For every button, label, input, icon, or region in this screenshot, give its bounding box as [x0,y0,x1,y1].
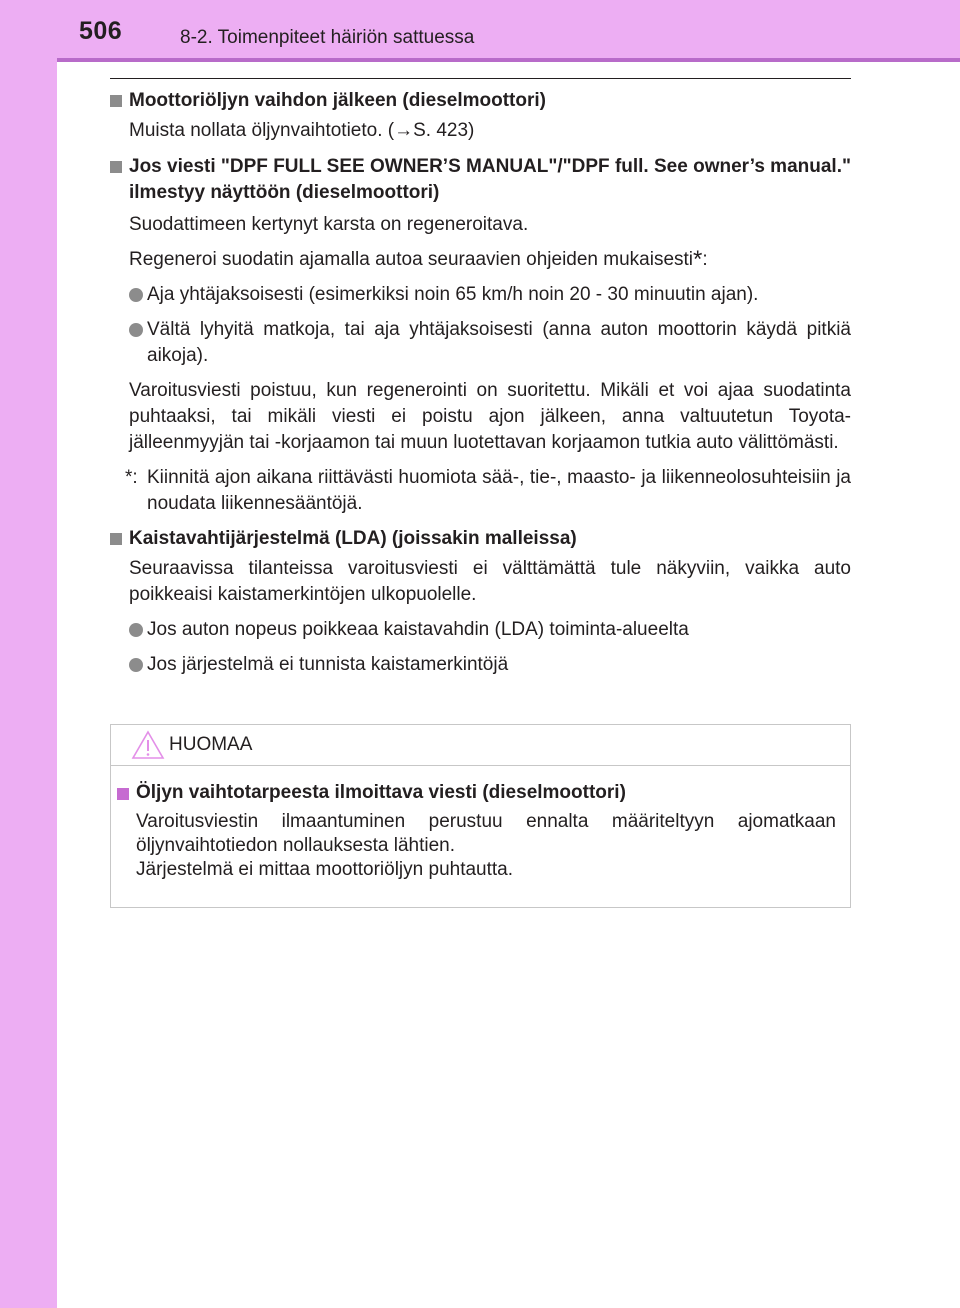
notice-header [111,725,850,766]
lda-heading: Kaistavahtijärjestelmä (LDA) (joissakin malleissa) [110,526,851,552]
lda-para: Seuraavissa tilanteissa varoitusviesti ei välttämättä tule näkyviin, vaikka auto poikkeaisi kaistamerkintöjen ulkopuolelle. [129,558,851,605]
dpf-para-2: Regeneroi suodatin ajamalla autoa seuraavien ohjeiden mukaisesti*: [129,246,708,273]
lda-bullet-2: Jos järjestelmä ei tunnista kaistamerkintöjä [110,652,851,678]
warning-triangle-icon [131,730,165,760]
square-bullet-icon [110,95,122,107]
dpf-bullet-1: Aja yhtäjaksoisesti (esimerkiksi noin 65 km/h noin 20 - 30 minuutin ajan). [110,282,851,308]
round-bullet-icon [129,323,143,337]
header-rule [57,58,960,62]
dpf-heading: Jos viesti "DPF FULL SEE OWNER’S MANUAL"/"DPF full. See owner’s manual." ilmestyy näyttöön (dieselmoottori) [110,154,851,206]
page-header-band [0,0,960,58]
notice-label: HUOMAA [169,734,253,755]
notice-box [110,724,851,908]
oil-change-heading: Moottoriöljyn vaihdon jälkeen (dieselmoottori) [110,88,851,114]
main-content [110,88,851,678]
notice-para-2: Järjestelmä ei mittaa moottoriöljyn puhtautta. [136,859,514,880]
dpf-para-1: Suodattimeen kertynyt karsta on regeneroitava. [129,214,529,235]
round-bullet-icon [129,288,143,302]
page-number: 506 [79,17,123,45]
lda-bullet-1: Jos auton nopeus poikkeaa kaistavahdin (LDA) toiminta-alueelta [110,617,851,643]
dpf-bullet-2: Vältä lyhyitä matkoja, tai aja yhtäjaksoisesti (anna auton moottorin käydä pitkiä aikoja). [110,317,851,369]
footnote-star: * [693,246,703,273]
square-bullet-icon [117,788,129,800]
dpf-para-3: Varoitusviesti poistuu, kun regenerointi on suoritettu. Mikäli et voi ajaa suodatinta puhtaaksi, tai mikäli viesti ei poistu ajon jälkeen, anna valtuutetun Toyota-jälleenmyyjän tai -korjaamon tai muun luotettavan korjaamon tutkia auto välittömästi. [129,380,851,453]
section-title: 8-2. Toimenpiteet häiriön sattuessa [180,27,475,48]
oil-change-text: Muista nollata öljynvaihtotieto. (→S. 423) [129,120,475,141]
notice-para-1: Varoitusviestin ilmaantuminen perustuu ennalta määriteltyyn ajomatkaan öljynvaihtotiedon nollauksesta lähtien. [136,811,836,856]
content-top-rule [110,78,851,79]
notice-heading: Öljyn vaihtotarpeesta ilmoittava viesti (dieselmoottori) [117,781,836,805]
footnote-mark: *: [125,467,138,488]
dpf-footnote: *: Kiinnitä ajon aikana riittävästi huomiota sää-, tie-, maasto- ja liikenneolosuhteisiin ja noudata liikennesääntöjä. [125,467,851,514]
round-bullet-icon [129,658,143,672]
square-bullet-icon [110,533,122,545]
page-side-band [0,0,57,1308]
square-bullet-icon [110,161,122,173]
round-bullet-icon [129,623,143,637]
arrow-icon: → [394,120,414,141]
notice-body [111,766,850,882]
